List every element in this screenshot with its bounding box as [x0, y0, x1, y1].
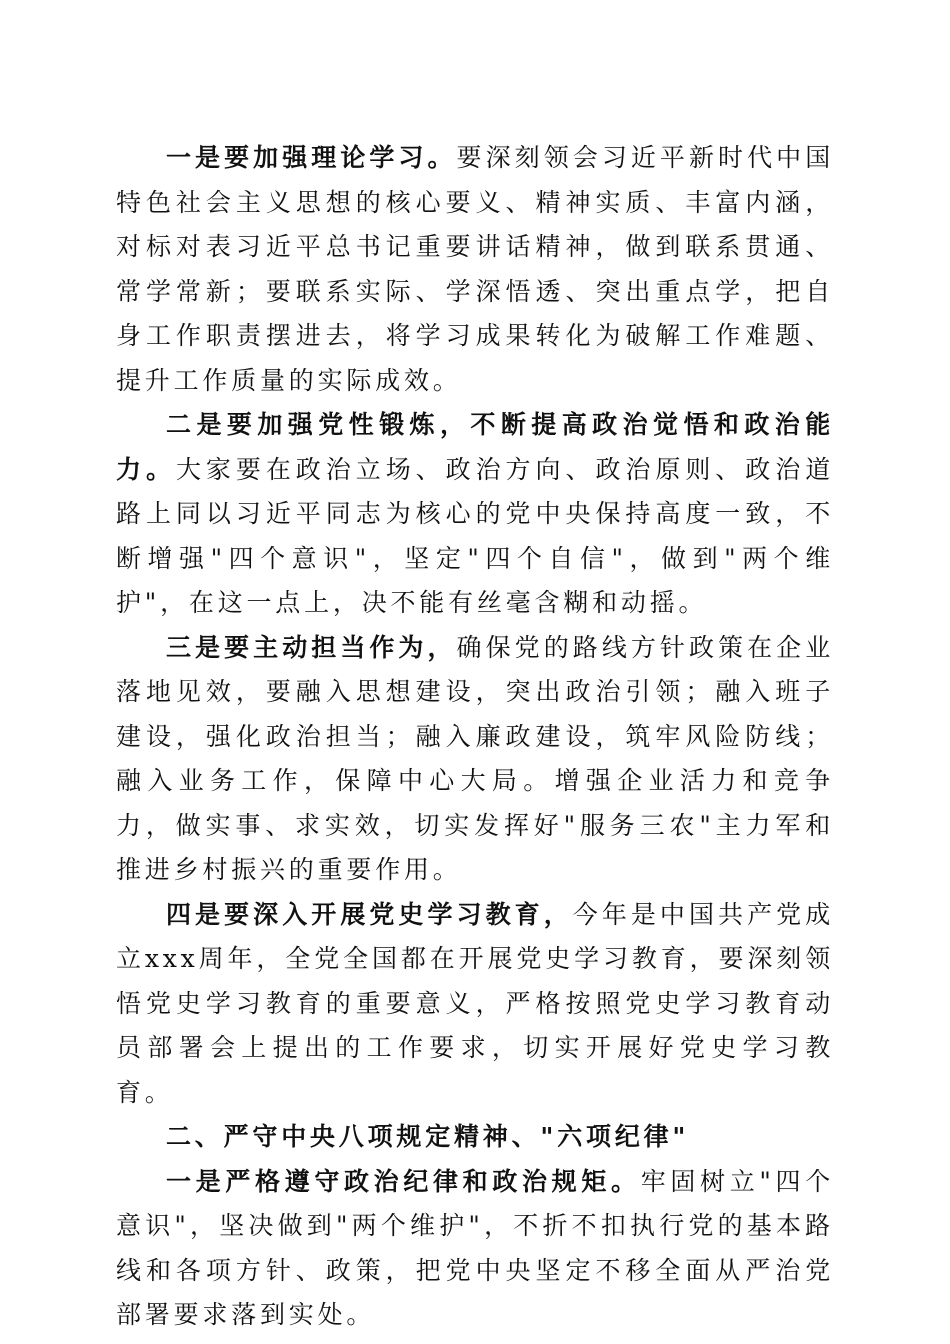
paragraph-lead: 四是要深入开展党史学习教育，	[166, 899, 573, 929]
paragraph-party-history	[116, 893, 834, 1116]
paragraph-text: 确保党的路线方针政策在企业落地见效，要融入思想建设，突出政治引领；融入班子建设，强化政治担当；融入廉政建设，筑牢风险防线；融入业务工作，保障中心大局。增强企业活力和竞争力，做实事、求实效，切实发挥好"服务三农"主力军和推进乡村振兴的重要作用。	[116, 632, 834, 884]
paragraph-political-discipline	[116, 1160, 834, 1338]
section-heading: 二、严守中央八项规定精神、"六项纪律"	[166, 1122, 690, 1151]
paragraph-text: 今年是中国共产党成立xxx周年，全党全国都在开展党史学习教育，要深刻领悟党史学习教育的重要意义，严格按照党史学习教育动员部署会上提出的工作要求，切实开展好党史学习教育。	[116, 899, 835, 1107]
paragraph-lead: 一是要加强理论学习。	[166, 143, 457, 172]
paragraph-theory-study	[116, 136, 834, 403]
paragraph-text: 牢固树立"四个意识"，坚决做到"两个维护"，不折不扣执行党的基本路线和各项方针、政策，把党中央坚定不移全面从严治党部署要求落到实处。	[116, 1166, 834, 1329]
paragraph-lead: 三是要主动担当作为，	[166, 632, 457, 662]
paragraph-text: 要深刻领会习近平新时代中国特色社会主义思想的核心要义、精神实质、丰富内涵，对标对表习近平总书记重要讲话精神，做到联系贯通、常学常新；要联系实际、学深悟透、突出重点学，把自身工作职责摆进去，将学习成果转化为破解工作难题、提升工作质量的实际成效。	[116, 143, 834, 395]
paragraph-responsibility	[116, 626, 834, 893]
paragraph-lead: 一是严格遵守政治纪律和政治规矩。	[166, 1166, 641, 1196]
paragraph-lead: 二是要加强党性锻炼，不断提高政治觉悟和政治能力。	[116, 410, 834, 484]
paragraph-text: 大家要在政治立场、政治方向、政治原则、政治道路上同以习近平同志为核心的党中央保持高度一致，不断增强"四个意识"，坚定"四个自信"，做到"两个维护"，在这一点上，决不能有丝毫含糊和动摇。	[116, 454, 834, 617]
paragraph-party-spirit	[116, 403, 834, 626]
document-body	[116, 136, 834, 1338]
